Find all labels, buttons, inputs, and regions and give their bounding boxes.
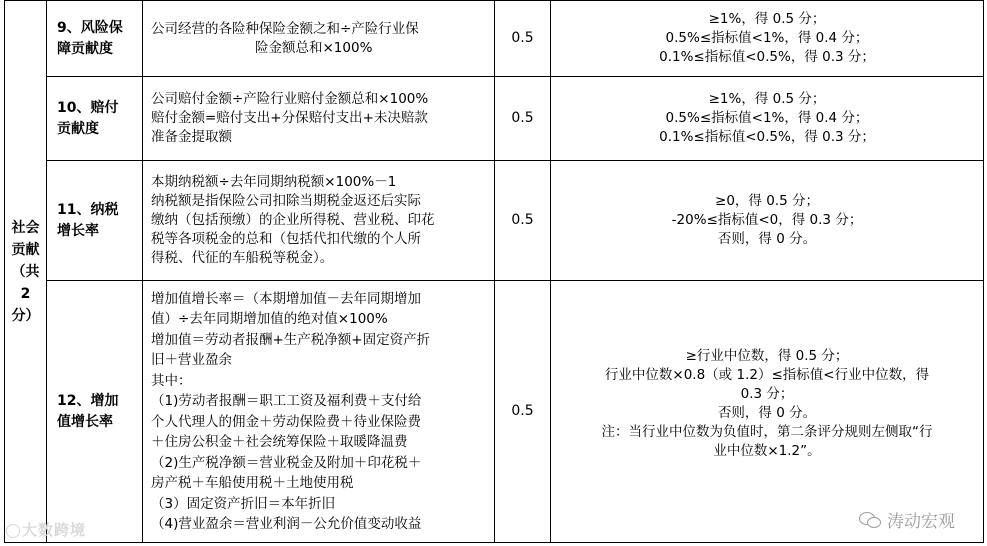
formula-line: 值）÷去年同期增加值的绝对值×100% <box>151 311 388 327</box>
weight-cell: 0.5 <box>495 1 551 77</box>
category-line: 社会 <box>11 219 40 236</box>
category-line: （共 <box>11 263 40 280</box>
rule-line: ≥0，得 0.5 分； <box>715 193 819 209</box>
weight-cell: 0.5 <box>495 77 551 161</box>
rule-line: 0.5%≤指标值<1%，得 0.4 分； <box>665 30 869 46</box>
formula-line: 公司赔付金额÷产险行业赔付金额总和×100% <box>151 91 429 107</box>
name-line: 障贡献度 <box>57 40 113 57</box>
rule-line: ≥1%，得 0.5 分； <box>708 91 826 107</box>
name-line: 贡献度 <box>57 120 99 137</box>
watermark-right-text: 涛动宏观 <box>887 512 955 532</box>
formula-cell <box>143 77 495 161</box>
table-row <box>5 281 984 543</box>
formula-line: 本期纳税额÷去年同期纳税额×100%－1 <box>151 174 397 190</box>
category-line: 分） <box>11 307 40 324</box>
smile-icon <box>6 524 20 538</box>
watermark-left <box>6 519 86 540</box>
rule-line: 0.3 分； <box>740 386 794 402</box>
formula-line: 个人代理人的佣金＋劳动保险费＋待业保险费 <box>151 413 421 430</box>
indicator-name <box>47 161 143 281</box>
wechat-icon <box>859 512 881 528</box>
indicator-name <box>47 1 143 77</box>
formula-line: 旧＋营业盈余 <box>151 352 232 368</box>
rule-line: 0.1%≤指标值<0.5%，得 0.3 分； <box>659 129 875 145</box>
formula-cell <box>143 1 495 77</box>
category-cell <box>5 1 47 543</box>
name-line: 12、增加 <box>57 392 119 409</box>
formula-line: 纳税额是指保险公司扣除当期税金返还后实际 <box>151 193 421 209</box>
formula-line: （1)劳动者报酬＝职工工资及福利费＋支付给 <box>151 393 422 409</box>
rule-line: 注：当行业中位数为负值时，第二条评分规则左侧取“行 <box>601 424 933 440</box>
rule-line: 否则，得 0 分。 <box>717 405 817 421</box>
formula-line: （4)营业盈余＝营业利润－公允价值变动收益 <box>151 516 422 532</box>
rule-cell <box>551 77 984 161</box>
formula-cell <box>143 161 495 281</box>
formula-line: ＋住房公积金＋社会统筹保险＋取暖降温费 <box>151 434 408 450</box>
rule-cell <box>551 161 984 281</box>
formula-line: 其中： <box>151 372 192 389</box>
formula-line: 税等各项税金的总和（包括代扣代缴的个人所 <box>151 231 421 247</box>
rule-cell <box>551 281 984 543</box>
rule-line: -20%≤指标值<0，得 0.3 分； <box>671 212 863 228</box>
rule-line: 否则，得 0 分。 <box>717 231 817 247</box>
formula-line: （3）固定资产折旧＝本年折旧 <box>151 495 336 512</box>
formula-line: 准备金提取额 <box>151 129 232 145</box>
rule-line: 0.1%≤指标值<0.5%，得 0.3 分； <box>659 49 875 65</box>
indicator-name <box>47 77 143 161</box>
rule-line: ≥行业中位数，得 0.5 分； <box>685 348 849 364</box>
formula-line: 赔付金额=赔付支出+分保赔付支出+未决赔款 <box>151 110 428 126</box>
name-line: 值增长率 <box>57 413 113 430</box>
formula-line: 增加值增长率＝（本期增加值－去年同期增加 <box>151 290 421 307</box>
formula-line: 得税、代征的车船税等税金）。 <box>151 250 334 266</box>
name-line: 9、风险保 <box>57 19 123 36</box>
weight-cell: 0.5 <box>495 281 551 543</box>
table-row <box>5 77 984 161</box>
indicator-name <box>47 281 143 543</box>
formula-line: 房产税＋车船使用税＋土地使用税 <box>151 475 354 491</box>
name-line: 11、纳税 <box>57 201 119 218</box>
formula-line: 险金额总和×100% <box>255 39 373 56</box>
formula-line: （2)生产税净额＝营业税金及附加＋印花税＋ <box>151 454 422 471</box>
formula-line: 缴纳（包括预缴）的企业所得税、营业税、印花 <box>151 212 435 228</box>
formula-line: 增加值＝劳动者报酬+生产税净额+固定资产折 <box>151 331 431 348</box>
formula-line: 公司经营的各险种保险金额之和÷产险行业保 <box>151 20 419 37</box>
watermark-right <box>859 507 955 532</box>
weight-cell: 0.5 <box>495 161 551 281</box>
name-line: 10、赔付 <box>57 99 119 116</box>
category-line: 2 <box>20 285 31 302</box>
rule-line: 行业中位数×0.8（或 1.2）≤指标值<行业中位数，得 <box>604 367 930 383</box>
formula-cell <box>143 281 495 543</box>
rule-cell <box>551 1 984 77</box>
rule-line: 0.5%≤指标值<1%，得 0.4 分； <box>665 110 869 126</box>
watermark-left-text: 大数跨境 <box>22 521 87 539</box>
name-line: 增长率 <box>57 222 99 239</box>
table-row <box>5 161 984 281</box>
table-row <box>5 1 984 77</box>
category-line: 贡献 <box>11 241 40 258</box>
rule-line: 业中位数×1.2”。 <box>713 443 821 459</box>
rule-line: ≥1%，得 0.5 分； <box>708 11 826 27</box>
indicator-table <box>4 0 984 543</box>
